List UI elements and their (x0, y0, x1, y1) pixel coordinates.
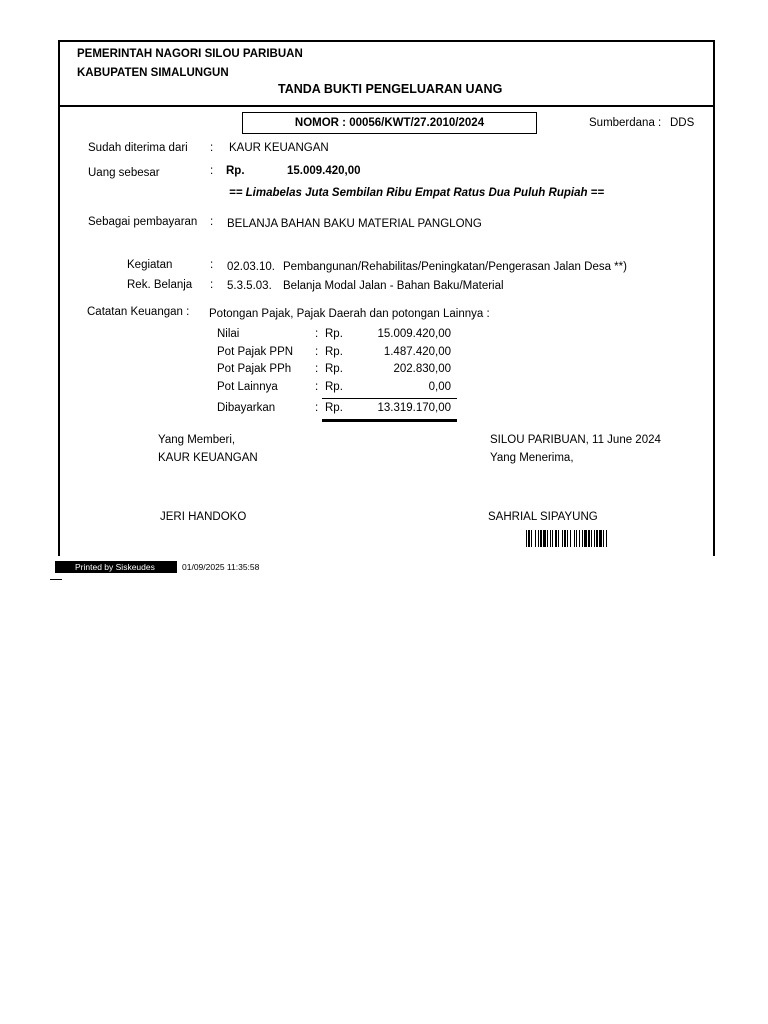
kegiatan-label: Kegiatan (127, 259, 173, 271)
receiver-name: SAHRIAL SIPAYUNG (488, 511, 598, 523)
catatan-intro: Potongan Pajak, Pajak Daerah dan potongan Lainnya : (209, 308, 490, 320)
row-label: Nilai (217, 328, 240, 340)
sumberdana-value: DDS (670, 117, 695, 129)
row-colon: : (315, 328, 319, 340)
row-currency: Rp. (325, 363, 343, 375)
payment-for-label: Sebagai pembayaran (88, 216, 198, 228)
colon: : (210, 216, 214, 228)
government-name: PEMERINTAH NAGORI SILOU PARIBUAN (77, 48, 303, 60)
printed-timestamp: 01/09/2025 11:35:58 (182, 562, 260, 572)
rek-belanja-value: Belanja Modal Jalan - Bahan Baku/Material (283, 280, 504, 292)
row-value: 202.830,00 (393, 363, 451, 375)
row-label: Dibayarkan (217, 402, 276, 414)
total-rule-top (322, 398, 457, 399)
giver-heading: Yang Memberi, (158, 434, 236, 446)
colon: : (210, 279, 214, 291)
document-title: TANDA BUKTI PENGELUARAN UANG (278, 82, 503, 96)
received-from-value: KAUR KEUANGAN (229, 142, 329, 154)
barcode-bar (607, 530, 608, 547)
row-colon: : (315, 346, 319, 358)
colon: : (210, 165, 214, 177)
barcode (526, 530, 698, 547)
row-value: 15.009.420,00 (377, 328, 451, 340)
rek-belanja-code: 5.3.5.03. (227, 280, 272, 292)
row-value: 0,00 (428, 381, 451, 393)
amount-in-words: == Limabelas Juta Sembilan Ribu Empat Ratus Dua Puluh Rupiah == (229, 187, 605, 199)
colon: : (210, 259, 214, 271)
row-currency: Rp. (325, 402, 343, 414)
giver-name: JERI HANDOKO (160, 511, 247, 523)
row-currency: Rp. (325, 346, 343, 358)
receiver-heading: Yang Menerima, (490, 452, 574, 464)
row-currency: Rp. (325, 328, 343, 340)
receipt-number: NOMOR : 00056/KWT/27.2010/2024 (242, 112, 537, 134)
row-colon: : (315, 381, 319, 393)
colon: : (210, 142, 214, 154)
giver-role: KAUR KEUANGAN (158, 452, 258, 464)
amount-currency: Rp. (226, 165, 245, 177)
payment-for-value: BELANJA BAHAN BAKU MATERIAL PANGLONG (227, 218, 482, 230)
row-value: 1.487.420,00 (383, 346, 451, 358)
amount-value: 15.009.420,00 (287, 165, 361, 177)
received-from-label: Sudah diterima dari (88, 142, 188, 154)
regency-name: KABUPATEN SIMALUNGUN (77, 67, 229, 79)
amount-label: Uang sebesar (88, 167, 160, 179)
kegiatan-code: 02.03.10. (227, 261, 275, 273)
total-rule-bottom (322, 419, 457, 422)
row-colon: : (315, 402, 319, 414)
sumberdana-label: Sumberdana : (589, 117, 662, 129)
row-label: Pot Pajak PPh (217, 363, 292, 375)
corner-mark (50, 579, 62, 580)
row-label: Pot Lainnya (217, 381, 278, 393)
header-divider (58, 105, 715, 107)
kegiatan-value: Pembangunan/Rehabilitas/Peningkatan/Pengerasan Jalan Desa **) (283, 261, 627, 273)
rek-belanja-label: Rek. Belanja (127, 279, 193, 291)
row-colon: : (315, 363, 319, 375)
row-value: 13.319.170,00 (377, 402, 451, 414)
row-currency: Rp. (325, 381, 343, 393)
catatan-label: Catatan Keuangan : (87, 306, 190, 318)
row-label: Pot Pajak PPN (217, 346, 294, 358)
printed-by: Printed by Siskeudes (55, 561, 177, 573)
place-date: SILOU PARIBUAN, 11 June 2024 (490, 434, 661, 446)
